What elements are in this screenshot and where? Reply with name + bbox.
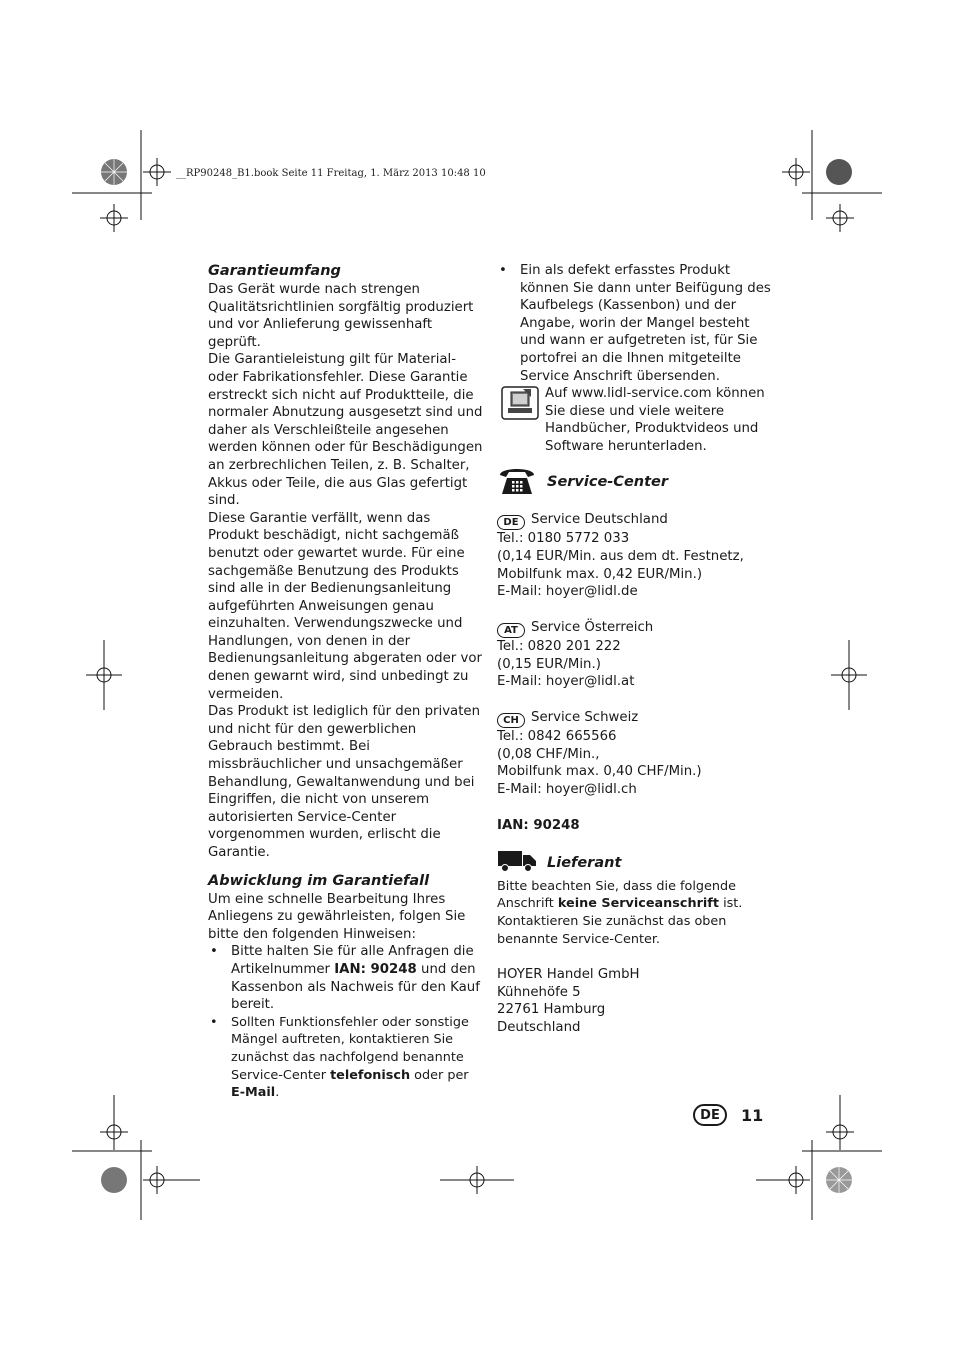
registration-target: [143, 158, 171, 186]
ian-number: IAN: 90248: [497, 817, 580, 833]
page-footer: [693, 1104, 763, 1126]
paragraph: Das Produkt ist lediglich für den privaten und nicht für den gewerblichen Gebrauch bestimmt. Bei missbräuchlicher und unsachgemäßer Behandlung, Gewaltanwendung und bei Eingriffen, die nicht von unserem autorisierten Service-Center vorgenommen wurden, erlischt die Garantie.: [208, 704, 481, 860]
web-download-text: Auf www.lidl-service.com können Sie diese und viele weitere Handbücher, Produktvideos und Software herunterladen.: [545, 386, 765, 454]
country-badge-ch: CH: [497, 713, 525, 728]
paragraph: Diese Garantie verfällt, wenn das Produkt beschädigt, nicht sachgemäß benutzt oder gewartet wurde. Für eine sachgemäße Benutzung des Produkts sind alle in der Bedienungsanleitung aufgeführten Anweisungen genau einzuhalten. Verwendungszwecke und Handlungen, von denen in der Bedienungsanleitung abgeraten oder vor denen gewarnt wird, sind unbedingt zu vermeiden.: [208, 510, 482, 702]
left-column: [208, 262, 483, 1102]
telephone-icon: [497, 464, 537, 502]
paragraph: Um eine schnelle Bearbeitung Ihres Anliegens zu gewährleisten, folgen Sie bitte den folgenden Hinweisen:: [208, 891, 466, 942]
country-badge-de: DE: [693, 1104, 727, 1126]
truck-icon: [497, 850, 537, 878]
paragraph: Das Gerät wurde nach strengen Qualitätsrichtlinien sorgfältig produziert und vor Anlieferung gewissenhaft geprüft.: [208, 282, 474, 350]
supplier-note: Bitte beachten Sie, dass die folgende Anschrift keine Serviceanschrift ist. Kontaktieren Sie zunächst das oben benannte Service-Center.: [497, 878, 743, 947]
page-number: 11: [741, 1105, 764, 1125]
service-schweiz: CH Service Schweiz Tel.: 0842 665566 (0,08 CHF/Min., Mobilfunk max. 0,40 CHF/Min.) E-Mail: hoyer@lidl.ch: [497, 709, 702, 797]
service-oesterreich: AT Service Österreich Tel.: 0820 201 222 (0,15 EUR/Min.) E-Mail: hoyer@lidl.at: [497, 619, 654, 690]
web-download-row: [501, 385, 777, 455]
list-item: • Ein als defekt erfasstes Produkt können Sie dann unter Beifügung des Kaufbelegs (Kassenbon) und der Angabe, worin der Mangel besteht und wann er aufgetreten ist, für Sie portofrei an die Ihnen mitgeteilte Service Anschrift übersenden.: [497, 262, 777, 385]
print-header: __RP90248_B1.book Seite 11 Freitag, 1. März 2013 10:48 10: [176, 168, 486, 179]
country-badge-de: DE: [497, 515, 525, 530]
instruction-list: [208, 943, 483, 1101]
list-item: • Bitte halten Sie für alle Anfragen die Artikelnummer IAN: 90248 und den Kassenbon als Nachweis für den Kauf bereit.: [208, 943, 483, 1013]
country-badge-at: AT: [497, 623, 525, 638]
list-item: • Sollten Funktionsfehler oder sonstige Mängel auftreten, kontaktieren Sie zunächst das nachfolgend benannte Service-Center telefonisch oder per E-Mail.: [208, 1014, 483, 1102]
right-column: [497, 262, 777, 1036]
heading-abwicklung: Abwicklung im Garantiefall: [208, 872, 430, 889]
service-center-heading-row: [497, 464, 777, 502]
computer-download-icon: [501, 385, 539, 427]
service-deutschland: DE Service Deutschland Tel.: 0180 5772 033 (0,14 EUR/Min. aus dem dt. Festnetz, Mobilfunk max. 0,42 EUR/Min.) E-Mail: hoyer@lidl.de: [497, 512, 744, 600]
supplier-address: HOYER Handel GmbH Kühnehöfe 5 22761 Hamburg Deutschland: [497, 967, 640, 1035]
heading-lieferant: Lieferant: [547, 855, 622, 872]
supplier-heading-row: [497, 850, 777, 878]
heading-garantieumfang: Garantieumfang: [208, 263, 341, 279]
instruction-list: [497, 262, 777, 385]
paragraph: Die Garantieleistung gilt für Material- oder Fabrikationsfehler. Diese Garantie erstreckt sich nicht auf Produktteile, die normaler Abnutzung ausgesetzt sind und daher als Verschleißteile angesehen werden können oder für Beschädigungen an zerbrechlichen Teilen, z. B. Schalter, Akkus oder Teile, die aus Glas gefertigt sind.: [208, 352, 483, 509]
heading-service-center: Service-Center: [547, 473, 669, 490]
